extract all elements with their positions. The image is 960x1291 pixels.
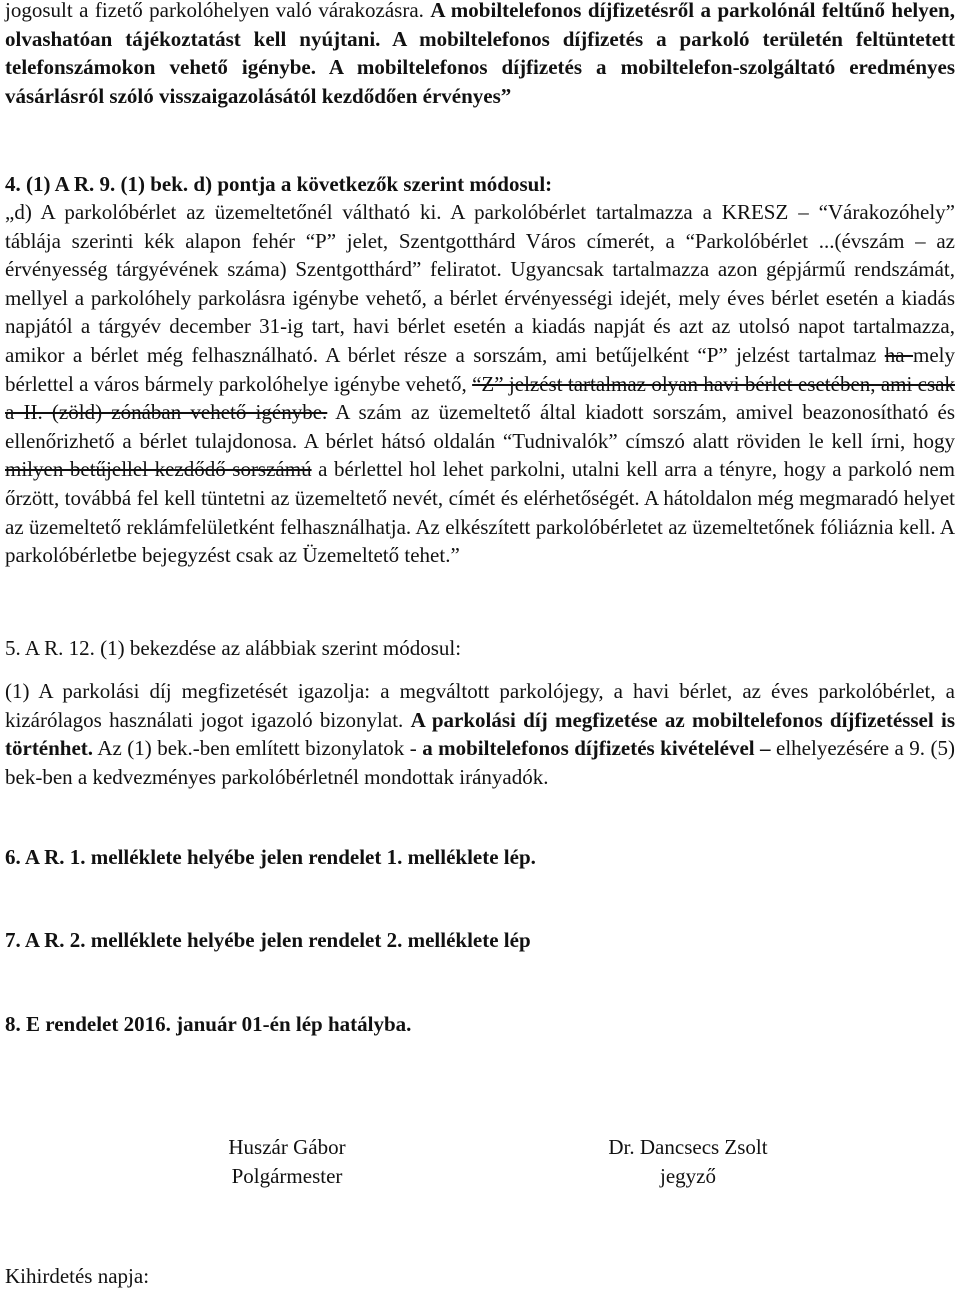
intro-paragraph bbox=[5, 0, 955, 110]
section-4-text-4: a bérlettel hol lehet parkolni, utalni kell arra a tényre, hogy a parkoló nem őrzött, továbbá fel kell tüntetni az üzemeltető nevét, címét és elérhetőségét. A hátoldalon még megmaradó helyet az üzemeltető reklámfelületként felhasználhatja. Az elkészített parkolóbérletet az üzemeltetőnek fóliáznia kell. A parkolóbérletbe bejegyzést csak az Üzemeltető tehet.” bbox=[5, 457, 955, 568]
section-5-bold-1: A parkolási díj megfizetése az mobiltelefonos díjfizetéssel is történhet. bbox=[5, 707, 955, 761]
section-4-title: (1) bek. d) pontja a következők szerint módosul: bbox=[115, 172, 553, 196]
intro-bold-text: A mobiltelefonos díjfizetésről a parkolónál feltűnő helyen, olvashatóan tájékoztatást kell nyújtani. A mobiltelefonos díjfizetés a parkoló területén feltüntetett telefonszámokon vehető igénybe. A mobiltelefonos díjfizetés a mobiltelefon-szolgáltató eredményes vásárlásról szóló visszaigazolásától kezdődően érvényes” bbox=[5, 0, 955, 108]
section-4-text-2: mely bérlettel a város bármely parkolóhelye igénybe vehető, bbox=[5, 342, 955, 396]
section-4-ref: (1) A R. 9. bbox=[20, 172, 116, 196]
section-6: 6. A R. 1. melléklete helyébe jelen rendelet 1. melléklete lép. bbox=[5, 845, 536, 869]
section-4-text-3: A szám az üzemeltető által kiadott sorszám, amivel beazonosítható és ellenőrizhető a bérlet tulajdonosa. A bérlet hátsó oldalán “Tudnivalók” címszó alatt röviden le kell írni, hogy bbox=[5, 400, 955, 453]
signature-notary bbox=[568, 1133, 808, 1191]
section-5-heading: 5. A R. 12. (1) bekezdése az alábbiak szerint módosul: bbox=[5, 636, 462, 660]
section-4-text-1: „d) A parkolóbérlet az üzemeltetőnél váltható ki. A parkolóbérlet tartalmazza a KRESZ – “Várakozóhely” táblája szerinti kék alapon fehér “P” jelet, Szentgotthárd Város címerét, a “Parkolóbérlet ...(évszám – az érvényesség tárgyévének száma) Szentgotthárd” feliratot. Ugyancsak tartalmazza azon gépjármű rendszámát, mellyel a parkolóhely parkolásra igénybe vehető, a bérlet érvényességi idejét, mely éves bérlet esetén a kiadás napjától a tárgyév december 31-ig tart, havi bérlet esetén a kiadás napját és azt az utolsó napot tartalmazza, amikor a bérlet még felhasználható. A bérlet része a sorszám, ami betűjelként “P” jelzést tartalmaz bbox=[5, 200, 955, 367]
section-5-text-2: Az (1) bek.-ben említett bizonylatok - bbox=[93, 736, 423, 761]
section-7: 7. A R. 2. melléklete helyébe jelen rendelet 2. melléklete lép bbox=[5, 928, 531, 952]
section-4-body bbox=[5, 198, 955, 570]
mayor-name: Huszár Gábor bbox=[228, 1135, 346, 1159]
notary-title: jegyző bbox=[660, 1164, 716, 1188]
notary-name: Dr. Dancsecs Zsolt bbox=[608, 1135, 768, 1159]
section-5-text-3: elhelyezésére a 9. (5) bek-ben a kedvezményes parkolóbérletnél mondottak irányadók. bbox=[5, 736, 955, 789]
intro-text: jogosult a fizető parkolóhelyen való várakozásra. bbox=[5, 0, 431, 22]
section-4-number: 4. bbox=[5, 172, 21, 196]
mayor-title: Polgármester bbox=[231, 1164, 343, 1188]
section-4-heading bbox=[5, 170, 955, 199]
section-5-bold-2: a mobiltelefonos díjfizetés kivételével – bbox=[422, 736, 771, 761]
section-8: 8. E rendelet 2016. január 01-én lép hatályba. bbox=[5, 1012, 412, 1036]
section-5-text-1: (1) A parkolási díj megfizetését igazolja: a megváltott parkolójegy, a havi bérlet, az éves parkolóbérlet, a kizárólagos használati jogot igazoló bizonylat. bbox=[5, 679, 955, 732]
section-5-body bbox=[5, 677, 955, 791]
section-4-strike-2: “Z” jelzést tartalmaz olyan havi bérlet esetében, ami csak a II. (zöld) zónában vehető igénybe. bbox=[5, 371, 955, 425]
publication-date-label: Kihirdetés napja: bbox=[5, 1264, 150, 1288]
section-4-strike-1: ha bbox=[884, 342, 913, 367]
section-4-strike-3: milyen betűjellel kezdődő sorszámú bbox=[5, 457, 312, 482]
signature-mayor bbox=[187, 1133, 387, 1191]
